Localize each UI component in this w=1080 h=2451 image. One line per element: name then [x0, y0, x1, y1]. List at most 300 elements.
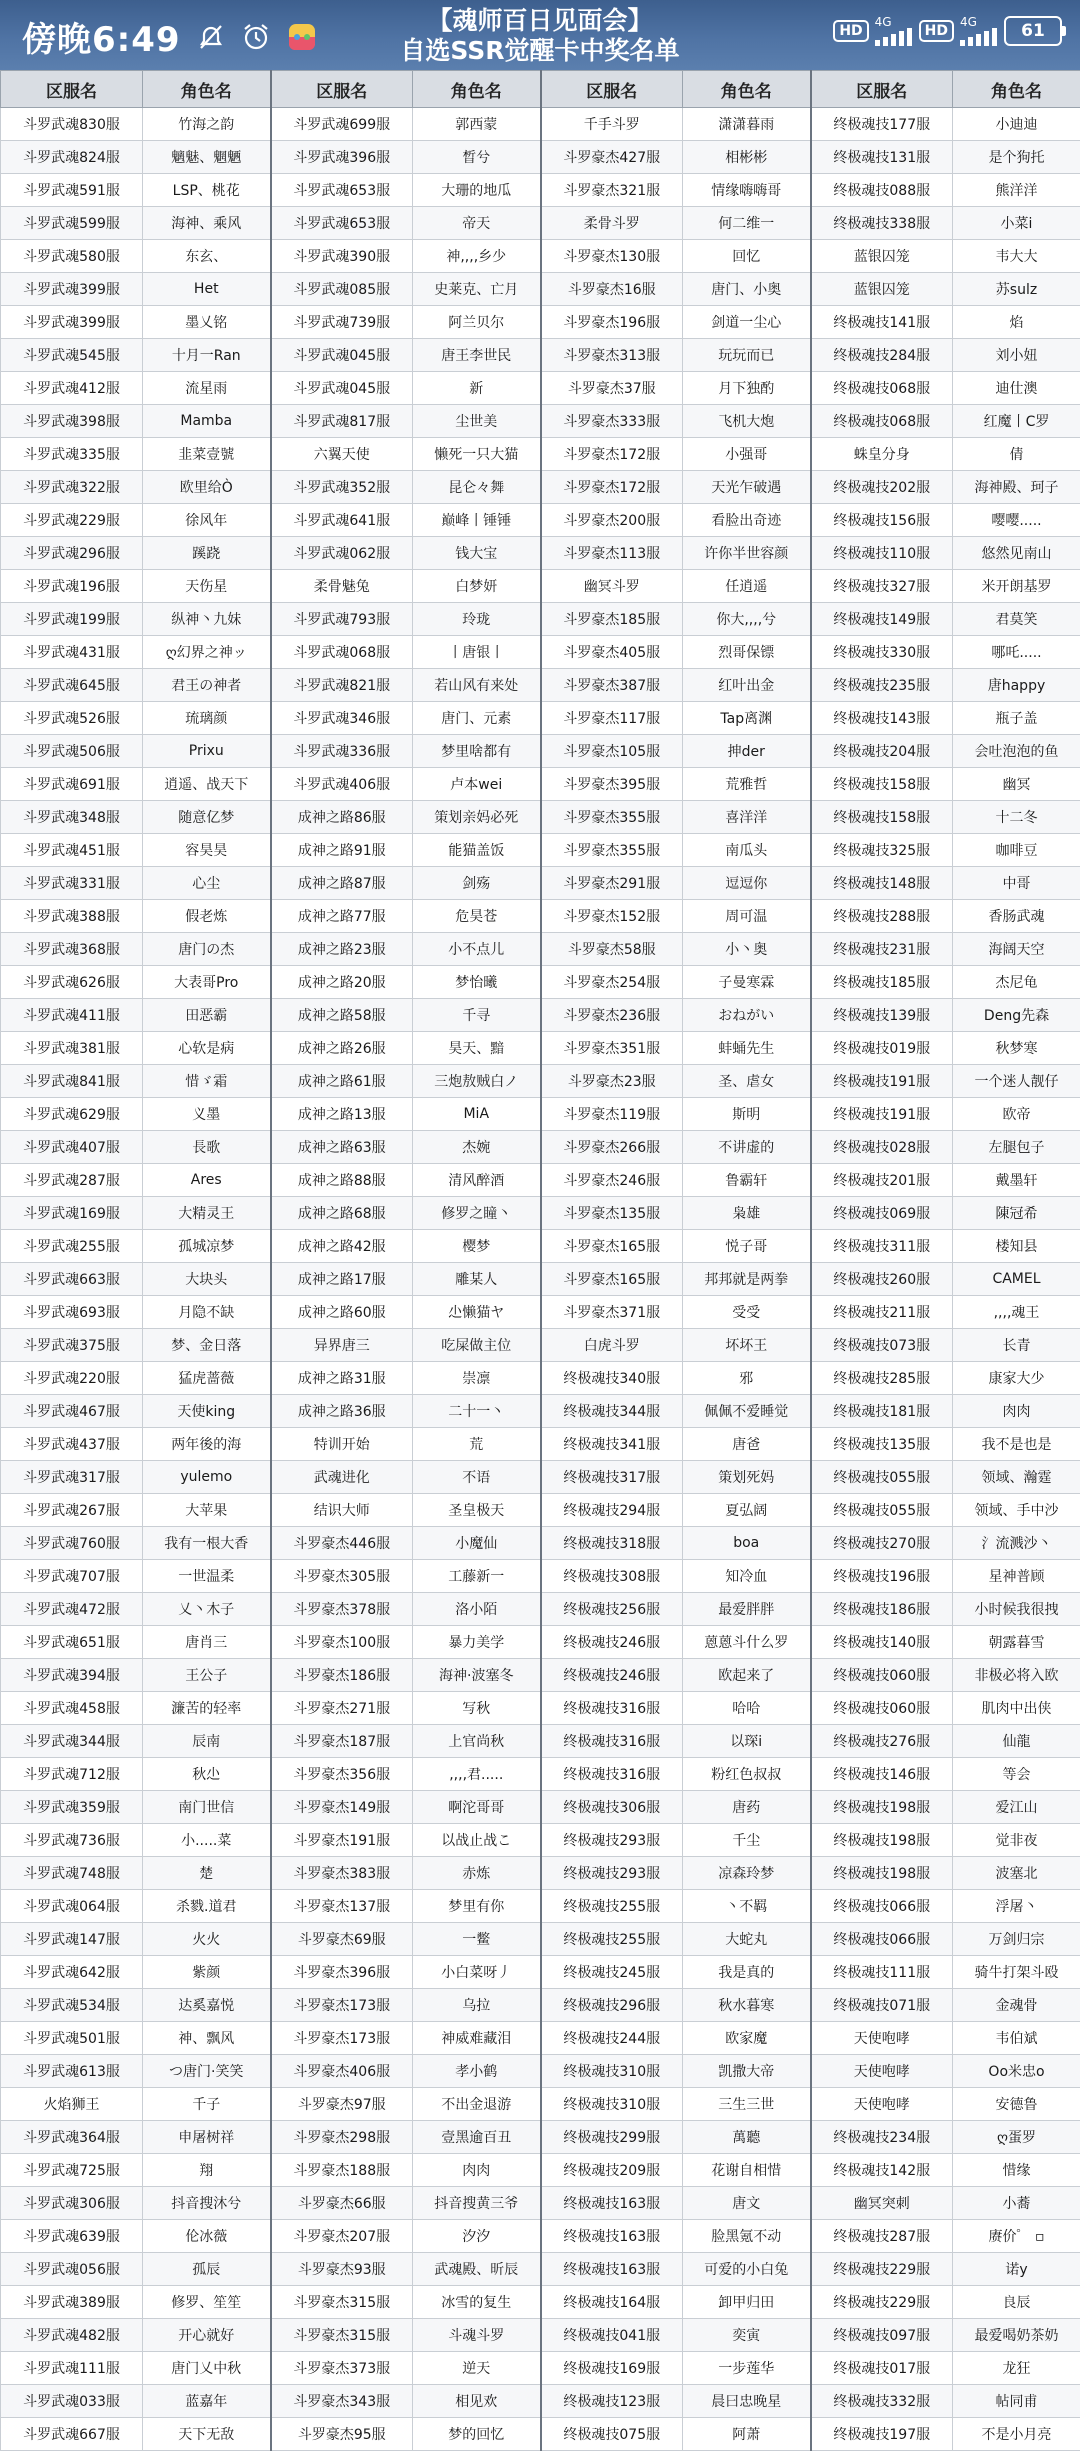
role-name-cell: 逗逗你 [683, 867, 811, 900]
role-name-cell: 荒雅哲 [683, 768, 811, 801]
table-row [1, 1890, 1080, 1923]
role-name-cell: 帝天 [413, 207, 541, 240]
server-name-cell: 终极魂技211服 [811, 1296, 953, 1329]
role-name-cell: 長歌 [143, 1131, 271, 1164]
server-name-cell: 斗罗豪杰23服 [541, 1065, 683, 1098]
role-name-cell: 爱江山 [953, 1791, 1080, 1824]
role-name-cell: 大表哥Pro [143, 966, 271, 999]
table-row [1, 372, 1080, 405]
role-name-cell: 哈哈 [683, 1692, 811, 1725]
server-name-cell: 斗罗豪杰355服 [541, 801, 683, 834]
role-name-cell: 以琛i [683, 1725, 811, 1758]
server-name-cell: 终极魂技344服 [541, 1395, 683, 1428]
server-name-cell: 终极魂技201服 [811, 1164, 953, 1197]
role-name-cell: 波塞北 [953, 1857, 1080, 1890]
role-name-cell: 秋尐 [143, 1758, 271, 1791]
server-name-cell: 斗罗武魂045服 [271, 372, 413, 405]
role-name-cell: 受受 [683, 1296, 811, 1329]
server-name-cell: 终极魂技068服 [811, 405, 953, 438]
role-name-cell: 肉肉 [953, 1395, 1080, 1428]
server-name-cell: 斗罗武魂399服 [1, 306, 143, 339]
table-row [1, 1956, 1080, 1989]
table-row [1, 801, 1080, 834]
server-name-cell: 斗罗武魂348服 [1, 801, 143, 834]
table-body [1, 108, 1080, 2451]
role-name-cell: 心尘 [143, 867, 271, 900]
role-name-cell: 魑魅、魍魉 [143, 141, 271, 174]
server-name-cell: 斗罗豪杰298服 [271, 2121, 413, 2154]
network-type-2: 4G [960, 16, 977, 28]
table-row [1, 1857, 1080, 1890]
server-name-cell: 斗罗豪杰315服 [271, 2286, 413, 2319]
role-name-cell: 抻der [683, 735, 811, 768]
server-name-cell: 斗罗武魂406服 [271, 768, 413, 801]
server-name-cell: 终极魂技060服 [811, 1692, 953, 1725]
status-time: 傍晚6:49 [22, 12, 181, 61]
server-name-cell: 斗罗豪杰137服 [271, 1890, 413, 1923]
server-name-cell: 斗罗武魂653服 [271, 207, 413, 240]
server-name-cell: 斗罗武魂335服 [1, 438, 143, 471]
table-row [1, 306, 1080, 339]
server-name-cell: 斗罗武魂388服 [1, 900, 143, 933]
role-name-cell: 大珊的地瓜 [413, 174, 541, 207]
server-name-cell: 斗罗武魂331服 [1, 867, 143, 900]
table-row [1, 603, 1080, 636]
role-name-cell: 开心就好 [143, 2319, 271, 2352]
role-name-cell: つ唐门·笑笑 [143, 2055, 271, 2088]
table-row [1, 669, 1080, 702]
server-name-cell: 终极魂技111服 [811, 1956, 953, 1989]
role-name-cell: 领域、瀚霆 [953, 1461, 1080, 1494]
role-name-cell: 假老炼 [143, 900, 271, 933]
role-name-cell: 乂丶木子 [143, 1593, 271, 1626]
server-name-cell: 终极魂技146服 [811, 1758, 953, 1791]
server-name-cell: 终极魂技066服 [811, 1890, 953, 1923]
role-name-cell: 写秋 [413, 1692, 541, 1725]
role-name-cell: 香肠武魂 [953, 900, 1080, 933]
server-name-cell: 斗罗武魂467服 [1, 1395, 143, 1428]
role-name-cell: 月隐不缺 [143, 1296, 271, 1329]
server-name-cell: 斗罗武魂629服 [1, 1098, 143, 1131]
role-name-cell: 抖音搜黄三爷 [413, 2187, 541, 2220]
role-name-cell: 蚌蛹先生 [683, 1032, 811, 1065]
role-name-cell: 情缘嗨嗨哥 [683, 174, 811, 207]
server-name-cell: 斗罗武魂033服 [1, 2385, 143, 2418]
role-name-cell: 粉红色叔叔 [683, 1758, 811, 1791]
server-name-cell: 成神之路26服 [271, 1032, 413, 1065]
role-name-cell: 修罗之瞳丶 [413, 1197, 541, 1230]
role-name-cell: 周可温 [683, 900, 811, 933]
server-name-cell: 终极魂技158服 [811, 801, 953, 834]
role-name-cell: 秋梦寒 [953, 1032, 1080, 1065]
role-name-cell: 熊洋洋 [953, 174, 1080, 207]
role-name-cell: 瓶子盖 [953, 702, 1080, 735]
server-name-cell: 终极魂技284服 [811, 339, 953, 372]
table-row [1, 2319, 1080, 2352]
server-name-cell: 斗罗武魂359服 [1, 1791, 143, 1824]
server-name-cell: 斗罗豪杰396服 [271, 1956, 413, 1989]
role-name-cell: Prixu [143, 735, 271, 768]
table-row [1, 2352, 1080, 2385]
table-row [1, 537, 1080, 570]
table-row [1, 504, 1080, 537]
server-name-cell: 终极魂技142服 [811, 2154, 953, 2187]
server-name-cell: 终极魂技204服 [811, 735, 953, 768]
server-name-cell: 终极魂技270服 [811, 1527, 953, 1560]
server-name-cell: 终极魂技255服 [541, 1890, 683, 1923]
table-row [1, 1593, 1080, 1626]
server-name-cell: 终极魂技296服 [541, 1989, 683, 2022]
role-name-cell: 潇潇暮雨 [683, 108, 811, 141]
role-name-cell: 万剑归宗 [953, 1923, 1080, 1956]
server-name-cell: 斗罗武魂431服 [1, 636, 143, 669]
role-name-cell: 楚 [143, 1857, 271, 1890]
role-name-cell: 非极必将入欧 [953, 1659, 1080, 1692]
table-row [1, 1527, 1080, 1560]
server-name-cell: 斗罗豪杰173服 [271, 2022, 413, 2055]
role-name-cell: 大精灵王 [143, 1197, 271, 1230]
role-name-cell: 任逍遥 [683, 570, 811, 603]
server-name-cell: 斗罗豪杰130服 [541, 240, 683, 273]
server-name-cell: 斗罗豪杰186服 [271, 1659, 413, 1692]
role-name-cell: 千寻 [413, 999, 541, 1032]
server-name-cell: 斗罗武魂626服 [1, 966, 143, 999]
server-name-cell: 斗罗豪杰95服 [271, 2418, 413, 2451]
server-name-cell: 斗罗武魂821服 [271, 669, 413, 702]
status-left [22, 12, 317, 61]
table-row [1, 2055, 1080, 2088]
server-name-cell: 终极魂技191服 [811, 1098, 953, 1131]
role-name-cell: 白梦妍 [413, 570, 541, 603]
role-name-cell: 唐happy [953, 669, 1080, 702]
server-name-cell: 斗罗豪杰100服 [271, 1626, 413, 1659]
role-name-cell: 唐门、元素 [413, 702, 541, 735]
server-name-cell: 斗罗豪杰343服 [271, 2385, 413, 2418]
role-name-cell: 蹊跷 [143, 537, 271, 570]
server-name-cell: 斗罗武魂793服 [271, 603, 413, 636]
role-name-cell: 幽冥 [953, 768, 1080, 801]
role-name-cell: Ares [143, 1164, 271, 1197]
table-row [1, 1098, 1080, 1131]
role-name-cell: 海神·波塞冬 [413, 1659, 541, 1692]
server-name-cell: 成神之路31服 [271, 1362, 413, 1395]
server-name-cell: 斗罗武魂482服 [1, 2319, 143, 2352]
server-name-cell: 斗罗武魂667服 [1, 2418, 143, 2451]
role-name-cell: 啊沱哥哥 [413, 1791, 541, 1824]
table-row [1, 1560, 1080, 1593]
server-name-cell: 终极魂技234服 [811, 2121, 953, 2154]
role-name-cell: 斗魂斗罗 [413, 2319, 541, 2352]
title-line-1: 【魂师百日见面会】 [0, 6, 1080, 36]
role-name-cell: 三生三世 [683, 2088, 811, 2121]
column-header: 角色名 [683, 71, 811, 108]
role-name-cell: 逍遥、战天下 [143, 768, 271, 801]
battery-icon [1004, 16, 1066, 46]
role-name-cell: Oo米忠o [953, 2055, 1080, 2088]
table-row [1, 1263, 1080, 1296]
server-name-cell: 斗罗武魂693服 [1, 1296, 143, 1329]
role-name-cell: 荒 [413, 1428, 541, 1461]
role-name-cell: 唐门、小奥 [683, 273, 811, 306]
role-name-cell: 竹海之韵 [143, 108, 271, 141]
server-name-cell: 斗罗豪杰200服 [541, 504, 683, 537]
server-name-cell: 千手斗罗 [541, 108, 683, 141]
role-name-cell: 悠然见南山 [953, 537, 1080, 570]
server-name-cell: 斗罗武魂458服 [1, 1692, 143, 1725]
header-bar [0, 0, 1080, 70]
role-name-cell: 鲁霸轩 [683, 1164, 811, 1197]
role-name-cell: 天伤星 [143, 570, 271, 603]
server-name-cell: 终极魂技288服 [811, 900, 953, 933]
server-name-cell: 天使咆哮 [811, 2088, 953, 2121]
server-name-cell: 斗罗豪杰254服 [541, 966, 683, 999]
server-name-cell: 斗罗武魂407服 [1, 1131, 143, 1164]
role-name-cell: yulemo [143, 1461, 271, 1494]
role-name-cell: ,,,,魂王 [953, 1296, 1080, 1329]
role-name-cell: 卢本wei [413, 768, 541, 801]
column-header: 区服名 [271, 71, 413, 108]
server-name-cell: 斗罗武魂739服 [271, 306, 413, 339]
role-name-cell: 唐门の杰 [143, 933, 271, 966]
server-name-cell: 斗罗武魂399服 [1, 273, 143, 306]
server-name-cell: 异界唐三 [271, 1329, 413, 1362]
server-name-cell: 终极魂技317服 [541, 1461, 683, 1494]
role-name-cell: 坏坏王 [683, 1329, 811, 1362]
role-name-cell: 一步莲华 [683, 2352, 811, 2385]
server-name-cell: 成神之路63服 [271, 1131, 413, 1164]
role-name-cell: 帖同甫 [953, 2385, 1080, 2418]
role-name-cell: 雕某人 [413, 1263, 541, 1296]
role-name-cell: 王公子 [143, 1659, 271, 1692]
role-name-cell: 两年後的海 [143, 1428, 271, 1461]
role-name-cell: MiA [413, 1098, 541, 1131]
server-name-cell: 斗罗武魂296服 [1, 537, 143, 570]
role-name-cell: 十月一Ran [143, 339, 271, 372]
server-name-cell: 斗罗武魂375服 [1, 1329, 143, 1362]
server-name-cell: 斗罗武魂398服 [1, 405, 143, 438]
role-name-cell: 樱梦 [413, 1230, 541, 1263]
role-name-cell: 天使king [143, 1395, 271, 1428]
table-row [1, 2286, 1080, 2319]
server-name-cell: 斗罗豪杰105服 [541, 735, 683, 768]
server-name-cell: 斗罗武魂651服 [1, 1626, 143, 1659]
server-name-cell: 斗罗豪杰185服 [541, 603, 683, 636]
role-name-cell: 巅峰丨锤锤 [413, 504, 541, 537]
table-row [1, 2121, 1080, 2154]
role-name-cell: 唐文 [683, 2187, 811, 2220]
role-name-cell: 小.....菜 [143, 1824, 271, 1857]
server-name-cell: 终极魂技308服 [541, 1560, 683, 1593]
server-name-cell: 斗罗武魂147服 [1, 1923, 143, 1956]
alarm-icon [241, 22, 271, 52]
role-name-cell: 壹黑逾百丑 [413, 2121, 541, 2154]
server-name-cell: 终极魂技181服 [811, 1395, 953, 1428]
server-name-cell: 斗罗武魂526服 [1, 702, 143, 735]
server-name-cell: 终极魂技148服 [811, 867, 953, 900]
role-name-cell: 翔 [143, 2154, 271, 2187]
table-row [1, 1032, 1080, 1065]
server-name-cell: 斗罗豪杰191服 [271, 1824, 413, 1857]
role-name-cell: 康家大少 [953, 1362, 1080, 1395]
table-row [1, 735, 1080, 768]
role-name-cell: 赓价゜ ▫ [953, 2220, 1080, 2253]
server-name-cell: 斗罗豪杰207服 [271, 2220, 413, 2253]
server-name-cell: 斗罗豪杰173服 [271, 1989, 413, 2022]
role-name-cell: 刘小妞 [953, 339, 1080, 372]
server-name-cell: 终极魂技068服 [811, 372, 953, 405]
role-name-cell: 大蛇丸 [683, 1923, 811, 1956]
server-name-cell: 斗罗豪杰236服 [541, 999, 683, 1032]
server-name-cell: 终极魂技163服 [541, 2253, 683, 2286]
role-name-cell: 你大,,,,兮 [683, 603, 811, 636]
role-name-cell: 南瓜头 [683, 834, 811, 867]
role-name-cell: 最爱胖胖 [683, 1593, 811, 1626]
server-name-cell: 终极魂技163服 [541, 2220, 683, 2253]
server-name-cell: 终极魂技325服 [811, 834, 953, 867]
role-name-cell: 苏sulz [953, 273, 1080, 306]
table-header-row [1, 71, 1080, 108]
server-name-cell: 终极魂技055服 [811, 1461, 953, 1494]
role-name-cell: 金魂骨 [953, 1989, 1080, 2022]
role-name-cell: 丶不羁 [683, 1890, 811, 1923]
role-name-cell: 龙狂 [953, 2352, 1080, 2385]
server-name-cell: 斗罗豪杰371服 [541, 1296, 683, 1329]
server-name-cell: 斗罗豪杰378服 [271, 1593, 413, 1626]
server-name-cell: 斗罗武魂368服 [1, 933, 143, 966]
role-name-cell: 武魂殿、昕辰 [413, 2253, 541, 2286]
role-name-cell: 天光乍破遇 [683, 471, 811, 504]
role-name-cell: 小魔仙 [413, 1527, 541, 1560]
server-name-cell: 终极魂技293服 [541, 1824, 683, 1857]
server-name-cell: 终极魂技198服 [811, 1857, 953, 1890]
role-name-cell: 花谢自相惜 [683, 2154, 811, 2187]
server-name-cell: 斗罗豪杰315服 [271, 2319, 413, 2352]
role-name-cell: 浮屠丶 [953, 1890, 1080, 1923]
server-name-cell: 斗罗武魂841服 [1, 1065, 143, 1098]
table-row [1, 2154, 1080, 2187]
server-name-cell: 终极魂技310服 [541, 2055, 683, 2088]
server-name-cell: 终极魂技294服 [541, 1494, 683, 1527]
signal-icon [960, 28, 998, 46]
role-name-cell: Tap离渊 [683, 702, 811, 735]
role-name-cell: 暴力美学 [413, 1626, 541, 1659]
server-name-cell: 终极魂技197服 [811, 2418, 953, 2451]
role-name-cell: 伦冰薇 [143, 2220, 271, 2253]
server-name-cell: 斗罗武魂545服 [1, 339, 143, 372]
server-name-cell: 斗罗武魂322服 [1, 471, 143, 504]
server-name-cell: 终极魂技071服 [811, 1989, 953, 2022]
role-name-cell: 杰婉 [413, 1131, 541, 1164]
role-name-cell: 阿兰贝尔 [413, 306, 541, 339]
role-name-cell: ღ蛋罗 [953, 2121, 1080, 2154]
role-name-cell: 容昊昊 [143, 834, 271, 867]
server-name-cell: 斗罗豪杰266服 [541, 1131, 683, 1164]
role-name-cell: 迪仕澳 [953, 372, 1080, 405]
server-name-cell: 终极魂技017服 [811, 2352, 953, 2385]
role-name-cell: 阿萧 [683, 2418, 811, 2451]
role-name-cell: 我是真的 [683, 1956, 811, 1989]
role-name-cell: 小不点儿 [413, 933, 541, 966]
role-name-cell: Deng先森 [953, 999, 1080, 1032]
role-name-cell: 流星雨 [143, 372, 271, 405]
role-name-cell: 火火 [143, 1923, 271, 1956]
role-name-cell: 朝露暮雪 [953, 1626, 1080, 1659]
server-name-cell: 终极魂技256服 [541, 1593, 683, 1626]
role-name-cell: 尘世美 [413, 405, 541, 438]
table-row [1, 2253, 1080, 2286]
server-name-cell: 斗罗武魂267服 [1, 1494, 143, 1527]
table-row [1, 1131, 1080, 1164]
table-row [1, 2022, 1080, 2055]
role-name-cell: 郭西蒙 [413, 108, 541, 141]
server-name-cell: 斗罗武魂390服 [271, 240, 413, 273]
table-row [1, 2187, 1080, 2220]
role-name-cell: 诺y [953, 2253, 1080, 2286]
role-name-cell: 策划亲妈必死 [413, 801, 541, 834]
server-name-cell: 终极魂技075服 [541, 2418, 683, 2451]
role-name-cell: 唐肖三 [143, 1626, 271, 1659]
role-name-cell: 海神殿、珂子 [953, 471, 1080, 504]
role-name-cell: 月下独酌 [683, 372, 811, 405]
server-name-cell: 斗罗武魂725服 [1, 2154, 143, 2187]
role-name-cell: 清风醉酒 [413, 1164, 541, 1197]
role-name-cell: 脸黑氪不动 [683, 2220, 811, 2253]
role-name-cell: 君王の神者 [143, 669, 271, 702]
role-name-cell: 惜ゞ霜 [143, 1065, 271, 1098]
role-name-cell: 凉森玲梦 [683, 1857, 811, 1890]
server-name-cell: 斗罗豪杰351服 [541, 1032, 683, 1065]
role-name-cell: 圣皇极天 [413, 1494, 541, 1527]
table-row [1, 933, 1080, 966]
table-row [1, 339, 1080, 372]
role-name-cell: 崇凛 [413, 1362, 541, 1395]
server-name-cell: 斗罗豪杰446服 [271, 1527, 413, 1560]
server-name-cell: 终极魂技231服 [811, 933, 953, 966]
table-row [1, 174, 1080, 207]
role-name-cell: 以战止战こ [413, 1824, 541, 1857]
table-row [1, 141, 1080, 174]
server-name-cell: 终极魂技285服 [811, 1362, 953, 1395]
server-name-cell: 斗罗武魂255服 [1, 1230, 143, 1263]
role-name-cell: 丨唐银丨 [413, 636, 541, 669]
server-name-cell: 斗罗豪杰149服 [271, 1791, 413, 1824]
role-name-cell: 韦伯斌 [953, 2022, 1080, 2055]
role-name-cell: 晳兮 [413, 141, 541, 174]
server-name-cell: 斗罗豪杰271服 [271, 1692, 413, 1725]
role-name-cell: 肉肉 [413, 2154, 541, 2187]
server-name-cell: 斗罗豪杰172服 [541, 438, 683, 471]
server-name-cell: 斗罗豪杰355服 [541, 834, 683, 867]
server-name-cell: 终极魂技244服 [541, 2022, 683, 2055]
table-row [1, 1824, 1080, 1857]
role-name-cell: 倩 [953, 438, 1080, 471]
role-name-cell: 梦里啥都有 [413, 735, 541, 768]
table-row [1, 636, 1080, 669]
role-name-cell: 逆天 [413, 2352, 541, 2385]
server-name-cell: 天使咆哮 [811, 2055, 953, 2088]
server-name-cell: 斗罗武魂534服 [1, 1989, 143, 2022]
role-name-cell: 惜缘 [953, 2154, 1080, 2187]
server-name-cell: 斗罗武魂346服 [271, 702, 413, 735]
table-row [1, 867, 1080, 900]
server-name-cell: 斗罗武魂642服 [1, 1956, 143, 1989]
role-name-cell: 一鳖 [413, 1923, 541, 1956]
column-header: 区服名 [541, 71, 683, 108]
server-name-cell: 斗罗武魂748服 [1, 1857, 143, 1890]
server-name-cell: 终极魂技186服 [811, 1593, 953, 1626]
table-row [1, 999, 1080, 1032]
server-name-cell: 斗罗豪杰356服 [271, 1758, 413, 1791]
